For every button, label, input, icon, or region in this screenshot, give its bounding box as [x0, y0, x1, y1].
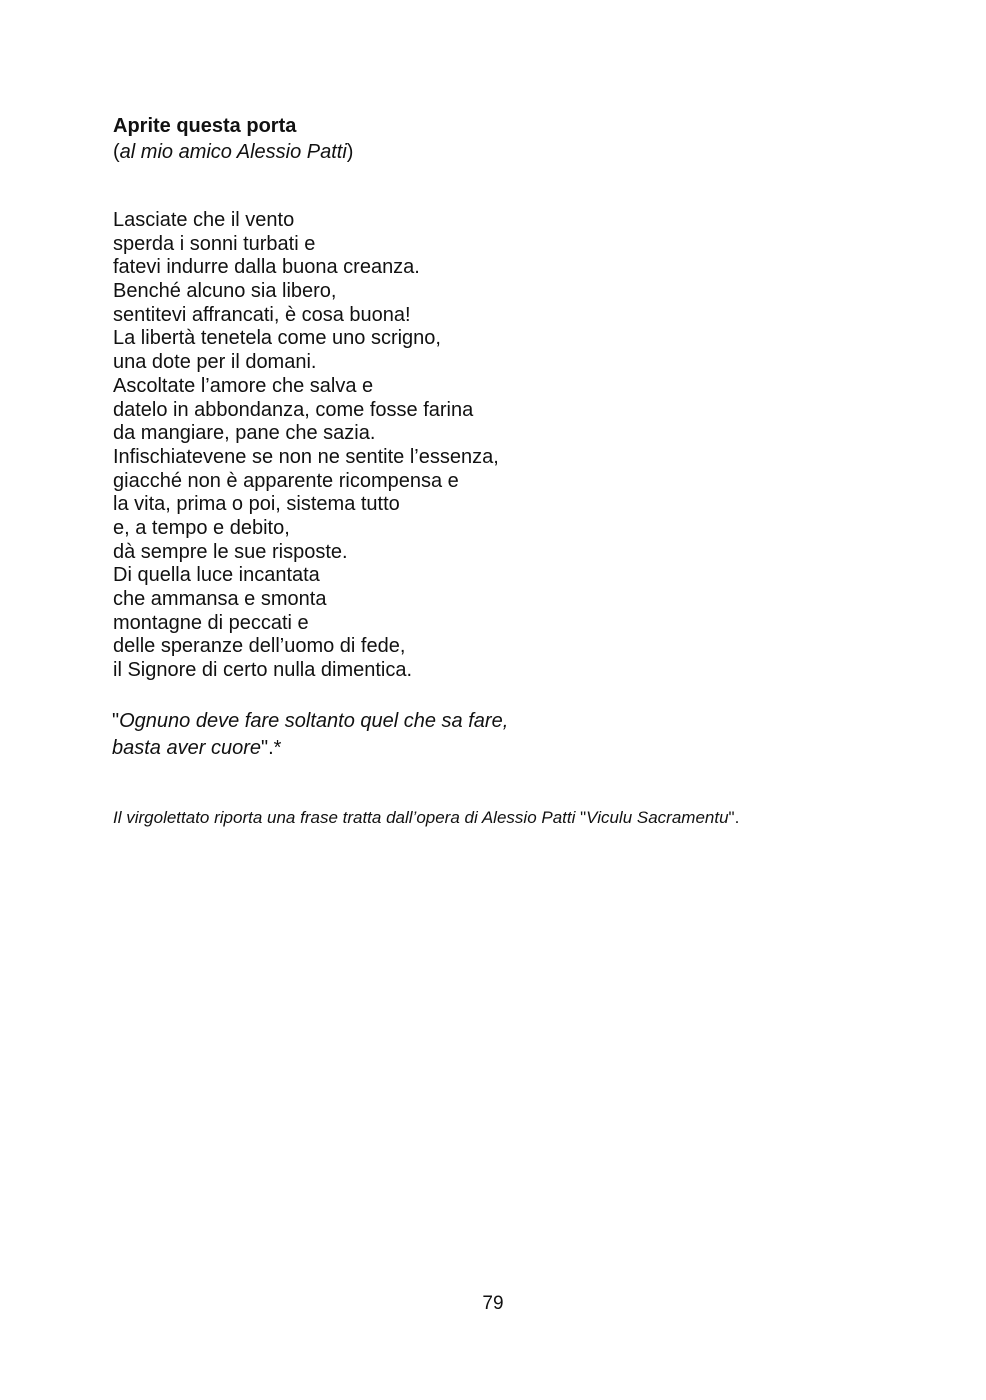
quote-close-mark: ".* — [260, 737, 282, 759]
poem-line: da mangiare, pane che sazia. — [113, 422, 376, 445]
poem-line: Ascoltate l’amore che salva e — [113, 374, 374, 397]
poem-line: montagne di peccati e — [113, 611, 309, 634]
poem-line: una dote per il domani. — [113, 351, 317, 374]
footnote — [113, 807, 739, 829]
quote-line — [112, 735, 508, 762]
poem-line: Benché alcuno sia libero, — [113, 280, 337, 303]
poem-title: Aprite questa porta — [113, 115, 297, 137]
poem-line: delle speranze dell’uomo di fede, — [113, 635, 406, 658]
poem-line: Di quella luce incantata — [113, 564, 320, 587]
poem-line: sentitevi affrancati, è cosa buona! — [113, 303, 411, 326]
poem-dedication — [113, 139, 353, 165]
footnote-text: Il virgolettato riporta una frase tratta dall’opera di Alessio Patti — [113, 808, 581, 827]
poem-line: e, a tempo e debito, — [113, 516, 290, 539]
dedication-open-paren: ( — [113, 141, 120, 163]
poem-line: Lasciate che il vento — [113, 209, 295, 231]
poem-line: sperda i sonni turbati e — [113, 232, 316, 255]
poem-line: datelo in abbondanza, come fosse farina — [113, 398, 474, 421]
dedication-text: al mio amico Alessio Patti — [119, 141, 347, 163]
page-number: 79 — [482, 1293, 504, 1314]
footnote-close-mark: ". — [728, 808, 740, 827]
closing-quote — [112, 708, 508, 762]
poem-line: il Signore di certo nulla dimentica. — [113, 659, 413, 682]
poem-line: Infischiatevene se non ne sentite l’essenza, — [113, 445, 499, 468]
poem-body — [113, 209, 499, 683]
quote-open-mark: " — [112, 710, 120, 732]
quote-text: Ognuno deve fare soltanto quel che sa fare, — [119, 710, 509, 732]
poem-line: che ammansa e smonta — [113, 588, 327, 610]
quote-text: basta aver cuore — [112, 737, 261, 759]
poem-line: la vita, prima o poi, sistema tutto — [113, 493, 400, 516]
poem-line: dà sempre le sue risposte. — [113, 540, 348, 563]
dedication-close-paren: ) — [346, 141, 354, 163]
footnote-open-mark: " — [580, 808, 587, 827]
poem-line: La libertà tenetela come uno scrigno, — [113, 327, 441, 350]
poem-line: fatevi indurre dalla buona creanza. — [113, 256, 420, 279]
quote-line — [112, 708, 508, 735]
poem-line: giacché non è apparente ricompensa e — [113, 469, 459, 492]
footnote-work-title: Viculu Sacramentu — [586, 808, 729, 827]
